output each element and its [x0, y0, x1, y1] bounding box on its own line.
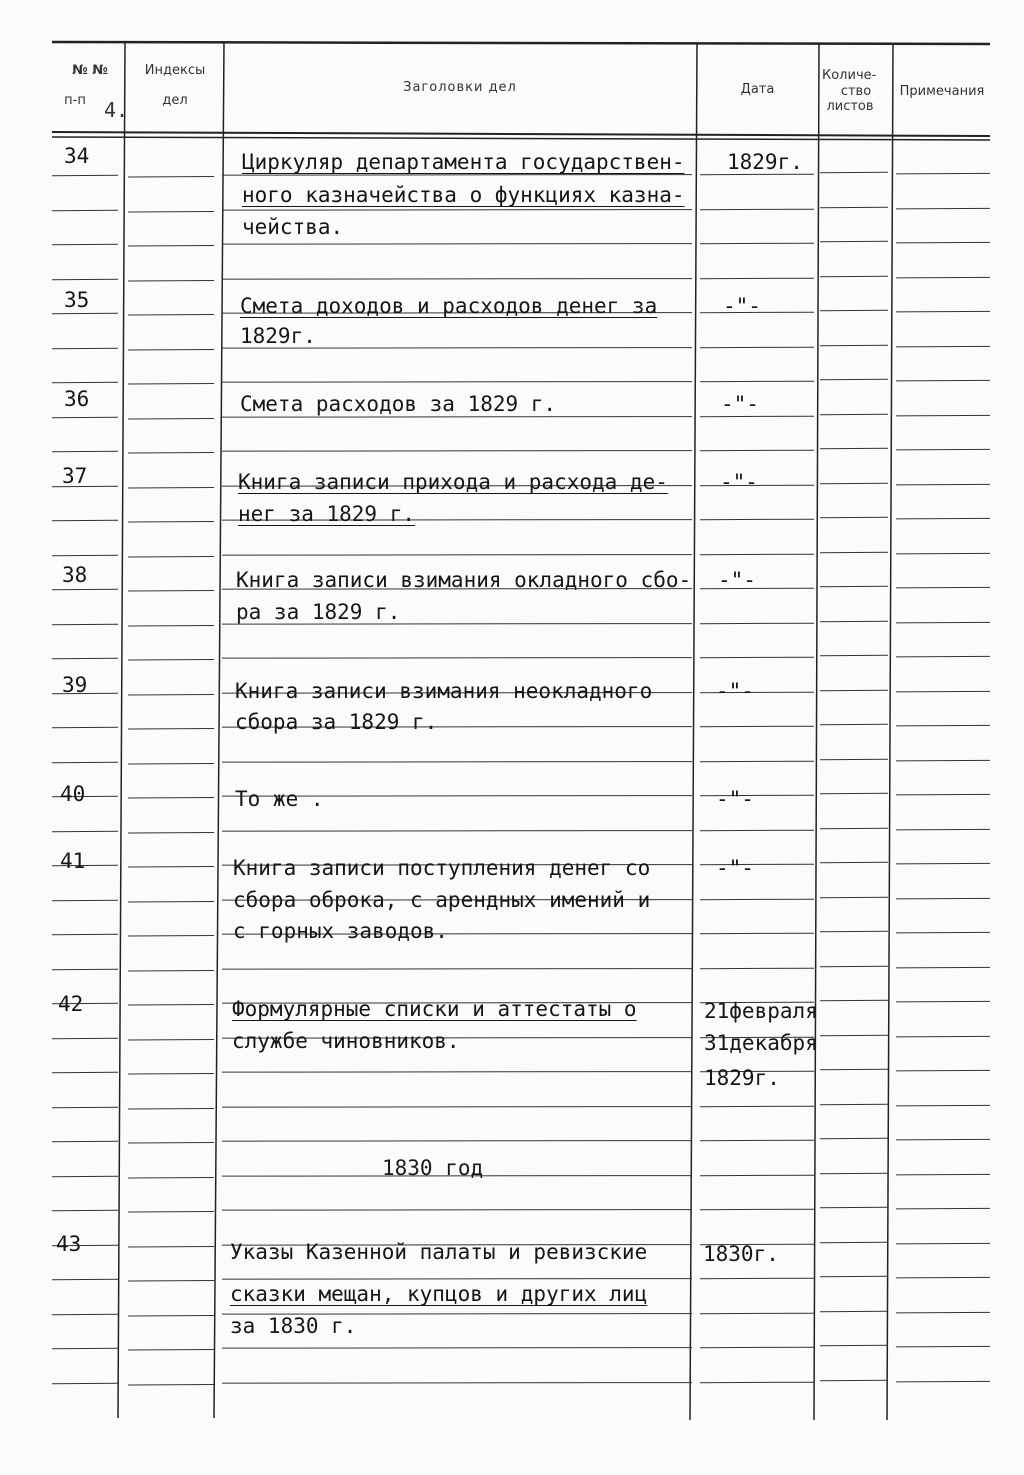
ledger-rule [52, 520, 118, 521]
ledger-rule [128, 694, 214, 695]
ledger-rule [52, 727, 118, 728]
ledger-rule [896, 622, 990, 623]
ledger-rule [820, 828, 888, 829]
ledger-rule [128, 556, 214, 557]
ledger-rule [896, 725, 990, 726]
ledger-rule [52, 969, 118, 970]
ledger-rule [128, 418, 214, 419]
ledger-rule [896, 760, 990, 761]
ledger-rule [700, 968, 814, 969]
entry-date: 21февраля [704, 999, 818, 1023]
ledger-rule [700, 830, 814, 831]
ledger-rule [222, 831, 692, 832]
ledger-rule [52, 831, 118, 832]
ledger-rule [820, 207, 888, 208]
ledger-rule [700, 761, 814, 762]
entry-number: 42 [58, 992, 84, 1016]
entry-title-line: службе чиновников. [232, 1029, 460, 1053]
ledger-rule [820, 966, 888, 967]
ledger-rule [896, 208, 990, 209]
ledger-rule [700, 209, 814, 210]
ledger-rule [896, 829, 990, 830]
entry-date: -"- [720, 470, 758, 494]
ledger-rule [128, 1142, 214, 1143]
ledger-rule [128, 728, 214, 729]
ledger-rule [52, 900, 118, 901]
ledger-rule [700, 623, 814, 624]
ledger-rule [128, 1039, 214, 1040]
entry-date: 31декабря [704, 1031, 818, 1055]
ledger-rule [896, 1312, 990, 1313]
ledger-rule [820, 448, 888, 449]
ledger-rule [52, 210, 118, 211]
header-qty-2: ство [840, 84, 872, 99]
entry-title-line: Книга записи взимания окладного сбо- [236, 568, 692, 592]
ledger-rule [52, 1314, 118, 1315]
ledger-rule [700, 243, 814, 244]
entry-title-line: нег за 1829 г. [238, 502, 416, 526]
ledger-rule [128, 521, 214, 522]
entry-title-line: ра за 1829 г. [236, 600, 401, 624]
ledger-rule [128, 659, 214, 660]
ledger-rule [896, 311, 990, 312]
ledger-rule [700, 554, 814, 555]
ledger-rule [820, 897, 888, 898]
ledger-rule [896, 898, 990, 899]
header-qty-3: листов [826, 99, 874, 114]
ledger-rule [700, 450, 814, 451]
ledger-rule [128, 211, 214, 212]
ledger-rule [128, 1315, 214, 1316]
entry-number: 40 [60, 782, 86, 806]
ledger-rule [896, 553, 990, 554]
ledger-rule [52, 417, 118, 418]
header-qty-1: Количе- [822, 68, 877, 83]
ledger-rule [128, 1349, 214, 1350]
ledger-rule [700, 933, 814, 934]
ledger-rule [128, 1177, 214, 1178]
ledger-rule [820, 724, 888, 725]
ledger-rule [128, 349, 214, 350]
entry-title-line: сбора за 1829 г. [235, 710, 438, 734]
ledger-rule [820, 1345, 888, 1346]
ledger-rule [52, 762, 118, 763]
ledger-rule [128, 1211, 214, 1212]
ledger-rule [128, 245, 214, 246]
ledger-rule [700, 1347, 814, 1348]
ledger-rule [128, 1246, 214, 1247]
ledger-rule [52, 1176, 118, 1177]
ledger-rule [128, 625, 214, 626]
ledger-rule [820, 586, 888, 587]
entry-number: 35 [64, 288, 90, 312]
ledger-rule [700, 726, 814, 727]
ledger-rule [52, 934, 118, 935]
ledger-rule [896, 1277, 990, 1278]
ledger-rule [896, 1174, 990, 1175]
header-num-bottom: п-п [64, 93, 86, 108]
entry-title-line: 1829г. [240, 324, 316, 348]
header-date: Дата [740, 82, 775, 97]
entry-title-line: ного казначейства о функциях казна- [242, 183, 685, 207]
ledger-rule [896, 1381, 990, 1382]
ledger-rule [896, 863, 990, 864]
ledger-rule [128, 970, 214, 971]
ledger-rule [52, 1107, 118, 1108]
entry-date: 1829г. [704, 1066, 780, 1090]
ledger-rule [896, 1208, 990, 1209]
ledger-rule [820, 1069, 888, 1070]
ledger-rule [700, 1278, 814, 1279]
ledger-rule [896, 346, 990, 347]
ledger-rule [896, 1105, 990, 1106]
ledger-rule [128, 452, 214, 453]
ledger-rule [700, 1175, 814, 1176]
ledger-rule [128, 1073, 214, 1074]
ledger-rule [820, 517, 888, 518]
ledger-rule [52, 348, 118, 349]
ledger-rule [896, 587, 990, 588]
ledger-rule [820, 483, 888, 484]
ledger-rule [222, 451, 692, 452]
ledger-rule [820, 931, 888, 932]
header-notes: Примечания [899, 84, 985, 99]
entry-number: 37 [62, 464, 88, 488]
entry-date: -"- [716, 679, 754, 703]
entry-number: 36 [64, 387, 90, 411]
ledger-rule [222, 1072, 692, 1073]
ledger-rule [820, 345, 888, 346]
ledger-rule [700, 899, 814, 900]
ledger-rule [896, 242, 990, 243]
entry-date: 1829г. [727, 150, 803, 174]
ledger-rule [52, 451, 118, 452]
ledger-rule [128, 176, 214, 177]
ledger-rule [820, 1138, 888, 1139]
header-page-mark: 4. [104, 98, 129, 122]
entry-number: 34 [64, 144, 90, 168]
ledger-rule [700, 1209, 814, 1210]
ledger-rule [700, 381, 814, 382]
ledger-rule [52, 555, 118, 556]
ledger-rule [128, 901, 214, 902]
ledger-rule [700, 1106, 814, 1107]
ledger-rule [896, 415, 990, 416]
ledger-rule [820, 1311, 888, 1312]
ledger-rule [128, 1108, 214, 1109]
header-index-bottom: дел [162, 93, 188, 108]
ledger-rule [896, 1346, 990, 1347]
ledger-rule [896, 656, 990, 657]
ledger-rule [896, 1001, 990, 1002]
ledger-rule [52, 1072, 118, 1073]
entry-date: -"- [723, 294, 761, 318]
year-heading: 1830 год [382, 1156, 484, 1180]
ledger-rule [820, 379, 888, 380]
entry-number: 38 [62, 563, 88, 587]
entry-number: 39 [62, 673, 88, 697]
ledger-rule [820, 1173, 888, 1174]
header-titles: Заголовки дел [403, 80, 517, 95]
ledger-rule [128, 383, 214, 384]
ledger-rule [222, 1210, 692, 1211]
ledger-rule [222, 762, 692, 763]
ledger-rule [820, 655, 888, 656]
ledger-rule [896, 449, 990, 450]
ledger-rule [222, 1383, 692, 1384]
ledger-rule [896, 518, 990, 519]
ledger-rule [128, 866, 214, 867]
ledger-rule [896, 1243, 990, 1244]
ledger-rule [52, 244, 118, 245]
ledger-rule [896, 967, 990, 968]
ledger-rule [896, 173, 990, 174]
ledger-rule [820, 172, 888, 173]
ledger-rule [820, 1104, 888, 1105]
ledger-rule [896, 691, 990, 692]
ledger-rule [128, 763, 214, 764]
ledger-rule [700, 278, 814, 279]
ledger-rule [820, 690, 888, 691]
entry-number: 43 [56, 1232, 82, 1256]
header-num-top: № № [72, 63, 108, 78]
ledger-rule [896, 484, 990, 485]
entry-title-line: Смета расходов за 1829 г. [240, 392, 557, 416]
ledger-rule [896, 794, 990, 795]
entry-number: 41 [60, 849, 86, 873]
ledger-rule [128, 935, 214, 936]
entry-title-line: чейства. [242, 215, 344, 239]
ledger-rule [222, 555, 692, 556]
entry-date: -"- [718, 568, 756, 592]
ledger-rule [128, 1384, 214, 1385]
ledger-rule [222, 1107, 692, 1108]
ledger-rule [222, 279, 692, 280]
ledger-rule [128, 314, 214, 315]
entry-title-line: Книга записи взимания неокладного [235, 679, 653, 703]
ledger-rule [820, 1242, 888, 1243]
ledger-rule [128, 1004, 214, 1005]
ledger-rule [52, 1038, 118, 1039]
entry-title-line: То же . [235, 787, 324, 811]
ledger-rule [700, 347, 814, 348]
entry-title-line: Указы Казенной палаты и ревизские [230, 1240, 648, 1264]
ledger-rule [52, 175, 118, 176]
ledger-rule [700, 657, 814, 658]
ledger-rule [820, 862, 888, 863]
ledger-rule [52, 624, 118, 625]
entry-date: 1830г. [703, 1242, 779, 1266]
entry-title-line: сбора оброка, с арендных имений и [233, 888, 651, 912]
ledger-rule [222, 382, 692, 383]
entry-title-line: Формулярные списки и аттестаты о [232, 997, 637, 1021]
ledger-rule [52, 1348, 118, 1349]
ledger-rule [700, 1313, 814, 1314]
ledger-rule [820, 552, 888, 553]
ledger-rule [128, 280, 214, 281]
entry-title-line: Книга записи прихода и расхода де- [238, 470, 668, 494]
entry-title-line: сказки мещан, купцов и других лиц [230, 1282, 648, 1306]
ledger-rule [52, 1210, 118, 1211]
ledger-rule [700, 1140, 814, 1141]
entry-date: -"- [716, 856, 754, 880]
entry-date: -"- [721, 392, 759, 416]
ledger-rule [700, 1382, 814, 1383]
ledger-rule [820, 1035, 888, 1036]
entry-title-line: Книга записи поступления денег со [233, 856, 651, 880]
ledger-rule [52, 1141, 118, 1142]
ledger-rule [820, 759, 888, 760]
ledger-rule [820, 1380, 888, 1381]
ledger-rule [896, 380, 990, 381]
entry-title-line: Смета доходов и расходов денег за [240, 294, 658, 318]
ledger-rule [128, 797, 214, 798]
ledger-rule [896, 1070, 990, 1071]
ledger-rule [820, 621, 888, 622]
ledger-rule [52, 658, 118, 659]
ledger-rule [820, 414, 888, 415]
ledger-rule [222, 969, 692, 970]
ledger-rule [52, 1383, 118, 1384]
ledger-rule [896, 1139, 990, 1140]
ledger-rule [820, 793, 888, 794]
ledger-rule [896, 1036, 990, 1037]
ledger-rule [52, 1279, 118, 1280]
ledger-rule [52, 279, 118, 280]
ledger-rule [222, 658, 692, 659]
ledger-rule [820, 276, 888, 277]
entry-date: -"- [716, 787, 754, 811]
header-index-top: Индексы [144, 63, 206, 78]
ledger-rule [128, 487, 214, 488]
ledger-rule [820, 241, 888, 242]
ledger-rule [222, 1141, 692, 1142]
ledger-rule [896, 932, 990, 933]
ledger-rule [222, 244, 692, 245]
ledger-rule [820, 310, 888, 311]
ledger-rule [128, 1280, 214, 1281]
entry-title-line: Циркуляр департамента государствен- [242, 150, 685, 174]
entry-title-line: с горных заводов. [233, 919, 448, 943]
ledger-rule [222, 1348, 692, 1349]
ledger-rule [128, 590, 214, 591]
ledger-rule [700, 519, 814, 520]
ledger-rule [820, 1000, 888, 1001]
entry-title-line: за 1830 г. [230, 1314, 357, 1338]
ledger-rule [128, 832, 214, 833]
ledger-rule [820, 1207, 888, 1208]
ledger-rule [820, 1276, 888, 1277]
ledger-rule [896, 277, 990, 278]
